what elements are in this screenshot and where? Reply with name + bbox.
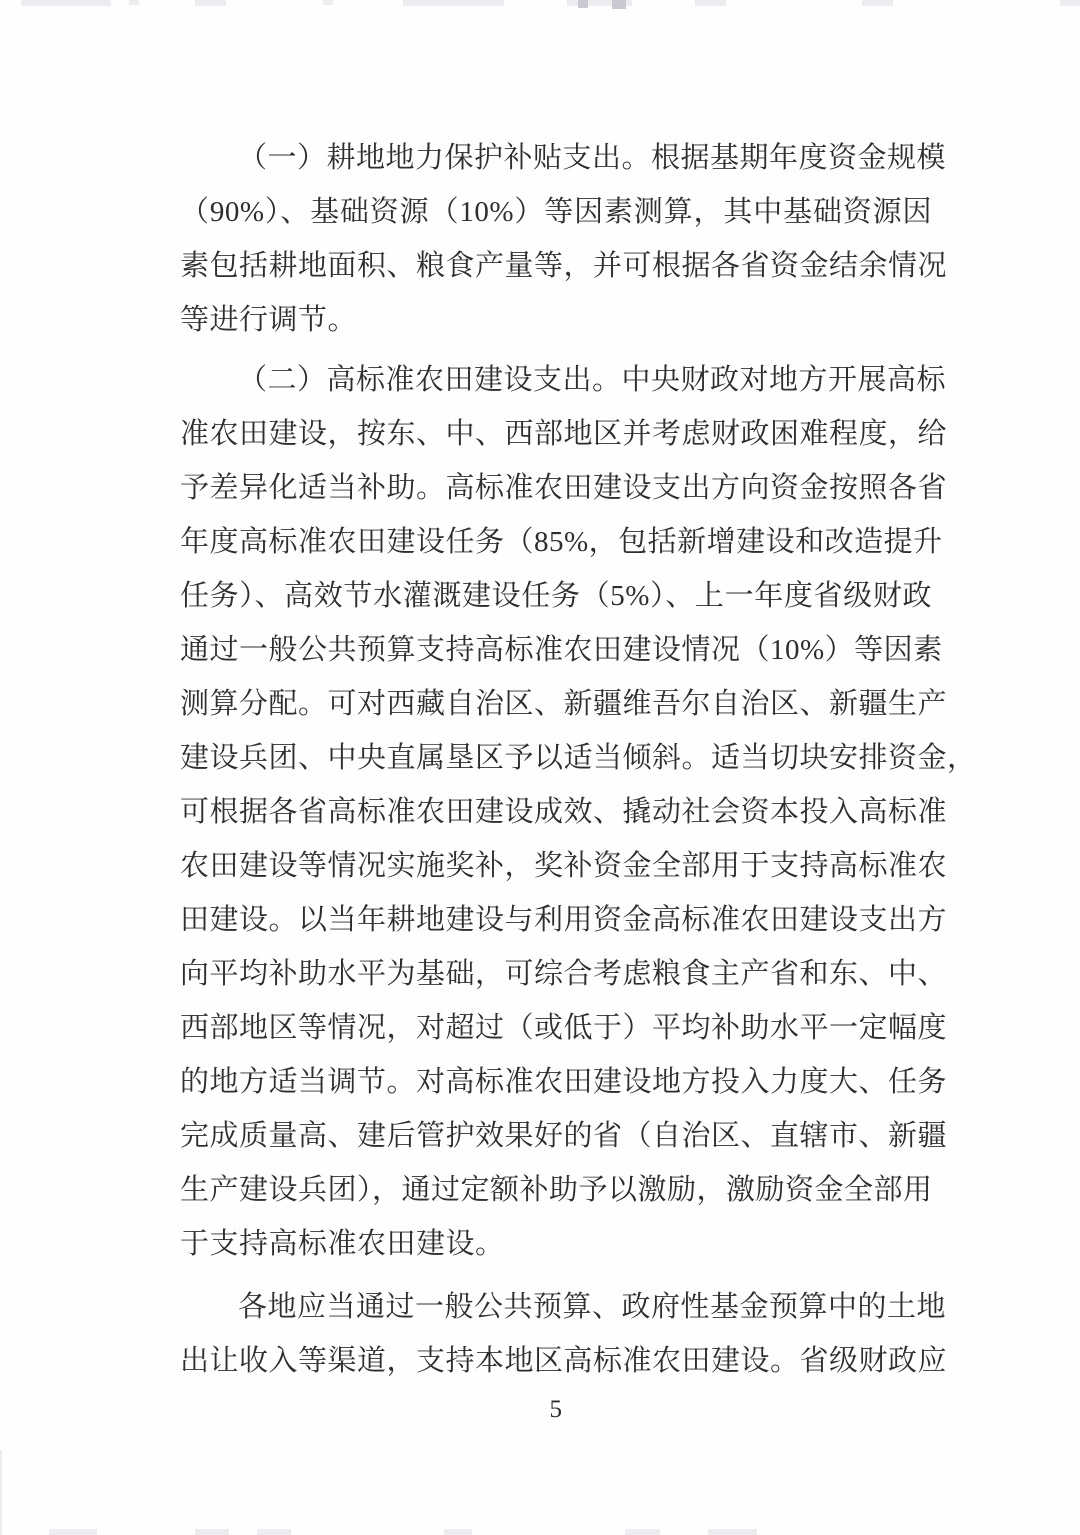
scan-artifact [578,0,588,8]
text-line: 农田建设等情况实施奖补，奖补资金全部用于支持高标准农 [180,850,948,882]
text-line: （二）高标准农田建设支出。中央财政对地方开展高标 [238,364,947,396]
scan-artifact [444,1529,472,1535]
scan-artifact [195,0,226,6]
scan-artifact [862,0,893,6]
scan-artifact [323,0,333,5]
text-line: 于支持高标准农田建设。 [180,1228,505,1260]
text-line: 完成质量高、建后管护效果好的省（自治区、直辖市、新疆 [180,1120,948,1152]
text-line: 年度高标准农田建设任务（85%，包括新增建设和改造提升 [180,526,943,558]
text-line: 建设兵团、中央直属垦区予以适当倾斜。适当切块安排资金， [180,742,977,774]
text-line: 生产建设兵团），通过定额补助予以激励，激励资金全部用 [180,1174,933,1206]
scan-artifact [695,0,726,6]
scan-artifact [129,0,139,5]
text-line: 出让收入等渠道，支持本地区高标准农田建设。省级财政应 [180,1345,948,1377]
text-line: 的地方适当调节。对高标准农田建设地方投入力度大、任务 [180,1066,948,1098]
scan-artifact [257,1529,291,1535]
scan-artifact [49,1529,97,1535]
text-line: 予差异化适当补助。高标准农田建设支出方向资金按照各省 [180,472,948,504]
page-number: 5 [549,1396,563,1423]
text-line: （一）耕地地力保护补贴支出。根据基期年度资金规模 [238,142,947,174]
text-line: 可根据各省高标准农田建设成效、撬动社会资本投入高标准 [180,796,948,828]
scan-artifact [1060,0,1080,6]
text-line: 各地应当通过一般公共预算、政府性基金预算中的土地 [238,1291,947,1323]
text-line: 测算分配。可对西藏自治区、新疆维吾尔自治区、新疆生产 [180,688,948,720]
text-line: 等进行调节。 [180,304,358,336]
text-line: 素包括耕地面积、粮食产量等，并可根据各省资金结余情况 [180,250,948,282]
scan-artifact [21,0,111,6]
text-line: 向平均补助水平为基础，可综合考虑粮食主产省和东、中、 [180,958,948,990]
scan-artifact [625,1529,660,1535]
scan-artifact [403,0,504,6]
scan-artifact [195,1529,229,1535]
scan-artifact [708,1529,757,1535]
text-line: 任务）、高效节水灌溉建设任务（5%）、上一年度省级财政 [180,580,932,612]
scan-artifact [0,1450,2,1535]
text-line: 田建设。以当年耕地建设与利用资金高标准农田建设支出方 [180,904,948,936]
text-line: （90%）、基础资源（10%）等因素测算，其中基础资源因 [180,196,932,228]
document-body [180,131,977,1430]
text-line: 西部地区等情况，对超过（或低于）平均补助水平一定幅度 [180,1012,948,1044]
scan-artifact [612,0,626,9]
text-line: 通过一般公共预算支持高标准农田建设情况（10%）等因素 [180,634,943,666]
text-line: 准农田建设，按东、中、西部地区并考虑财政困难程度，给 [180,418,948,450]
